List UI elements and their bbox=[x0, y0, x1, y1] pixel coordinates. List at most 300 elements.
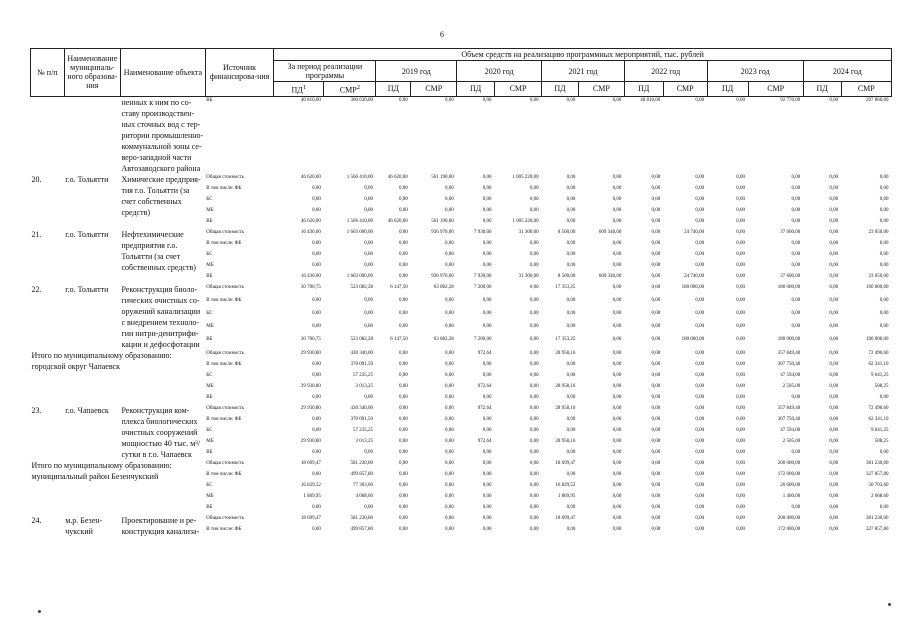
value-cell: 29 930,80 bbox=[300, 383, 321, 389]
table-body bbox=[31, 96, 892, 537]
value-cell: 307 750,40 bbox=[777, 416, 801, 422]
value-cell: 0,00 bbox=[829, 218, 839, 224]
value-cell: 0,00 bbox=[695, 460, 705, 466]
value-cell: 0,00 bbox=[651, 251, 661, 257]
value-cell: 0,00 bbox=[612, 337, 622, 343]
value-cell: 63 082,28 bbox=[433, 284, 454, 290]
value-cell: 0,00 bbox=[529, 207, 539, 213]
value-cell: 0,00 bbox=[529, 372, 539, 378]
value-cell: 0,00 bbox=[566, 262, 576, 268]
value-cell: 29 930,80 bbox=[300, 350, 321, 356]
value-cell: 0,00 bbox=[482, 493, 492, 499]
value-cell: 0,00 bbox=[482, 482, 492, 488]
source-cell: ВБ bbox=[206, 394, 213, 400]
value-cell: 77 303,60 bbox=[352, 482, 373, 488]
value-cell: 0,00 bbox=[879, 240, 889, 246]
value-cell: 0,00 bbox=[651, 185, 661, 191]
total-label: Итого по муниципальному образованию: городской округ Чапаевск bbox=[31, 350, 172, 371]
table-header bbox=[31, 49, 892, 97]
value-cell: 0,00 bbox=[529, 196, 539, 202]
value-cell: 0,00 bbox=[736, 449, 746, 455]
municipality-cell: г.о. Тольятти bbox=[65, 284, 109, 294]
value-cell: 0,00 bbox=[312, 196, 321, 202]
value-cell: 0,00 bbox=[829, 284, 839, 290]
source-cell: МБ bbox=[206, 383, 214, 389]
header-pd: ПД bbox=[542, 82, 579, 97]
value-cell: 430 340,00 bbox=[350, 350, 373, 356]
value-cell: 0,00 bbox=[651, 449, 661, 455]
value-cell: 0,00 bbox=[312, 416, 321, 422]
value-cell: 0,00 bbox=[312, 311, 321, 317]
value-cell: 0,00 bbox=[444, 297, 454, 303]
value-cell: 0,00 bbox=[444, 240, 454, 246]
value-cell: 0,00 bbox=[612, 482, 622, 488]
header-year-2022: 2022 год bbox=[624, 61, 707, 82]
value-cell: 0,00 bbox=[398, 449, 408, 455]
value-cell: 0,00 bbox=[736, 311, 746, 317]
value-cell: 0,00 bbox=[695, 438, 705, 444]
source-cell: В том числе: ФБ bbox=[206, 416, 242, 422]
value-cell: 0,00 bbox=[651, 350, 661, 356]
value-cell: 0,00 bbox=[444, 361, 454, 367]
value-cell: 936 970,00 bbox=[431, 273, 454, 279]
value-cell: 0,00 bbox=[398, 97, 408, 103]
value-cell: 0,00 bbox=[529, 297, 539, 303]
total-row bbox=[31, 460, 892, 471]
value-cell: 0,00 bbox=[791, 251, 801, 257]
value-cell: 0,00 bbox=[695, 251, 705, 257]
value-cell: 0,00 bbox=[566, 361, 576, 367]
value-cell: 0,00 bbox=[398, 324, 408, 330]
value-cell: 0,00 bbox=[312, 262, 321, 268]
value-cell: 0,00 bbox=[444, 262, 454, 268]
value-cell: 0,00 bbox=[612, 471, 622, 477]
row-number bbox=[31, 96, 65, 174]
value-cell: 0,00 bbox=[879, 449, 889, 455]
value-cell: 0,00 bbox=[566, 97, 576, 103]
value-cell: 72 490,60 bbox=[868, 350, 889, 356]
value-cell: 0,00 bbox=[529, 460, 539, 466]
value-cell: 0,00 bbox=[879, 174, 889, 180]
scan-speck bbox=[888, 603, 891, 606]
value-cell: 0,00 bbox=[398, 427, 408, 433]
value-cell: 0,00 bbox=[482, 515, 492, 521]
source-cell: В том числе: ФБ bbox=[206, 297, 242, 303]
value-cell: 0,00 bbox=[791, 324, 801, 330]
value-cell: 0,00 bbox=[736, 482, 746, 488]
value-cell: 0,00 bbox=[398, 493, 408, 499]
value-cell: 7 200,00 bbox=[474, 337, 492, 343]
value-cell: 0,00 bbox=[444, 460, 454, 466]
value-cell: 0,00 bbox=[364, 262, 373, 268]
value-cell: 0,00 bbox=[879, 185, 889, 191]
value-cell: 0,00 bbox=[312, 427, 321, 433]
source-cell: Общая стоимость bbox=[206, 515, 245, 521]
value-cell: 0,00 bbox=[695, 185, 705, 191]
value-cell: 0,00 bbox=[612, 449, 622, 455]
value-cell: 8 500,00 bbox=[557, 229, 576, 235]
value-cell: 40 810,00 bbox=[640, 97, 661, 103]
value-cell: 0,00 bbox=[398, 416, 408, 422]
value-cell: 6 147,50 bbox=[390, 337, 408, 343]
value-cell: 0,00 bbox=[651, 493, 661, 499]
value-cell: 0,00 bbox=[482, 504, 492, 510]
value-cell: 0,00 bbox=[736, 337, 746, 343]
value-cell: 0,00 bbox=[612, 311, 622, 317]
value-cell: 370 091,50 bbox=[350, 416, 373, 422]
value-cell: 381 230,00 bbox=[866, 460, 889, 466]
value-cell: 0,00 bbox=[695, 372, 705, 378]
value-cell: 0,00 bbox=[651, 337, 661, 343]
value-cell: 0,00 bbox=[612, 185, 622, 191]
value-cell: 0,00 bbox=[612, 383, 622, 389]
value-cell: 1 869,95 bbox=[557, 493, 576, 499]
value-cell: 0,00 bbox=[736, 471, 746, 477]
value-cell: 0,00 bbox=[482, 526, 492, 532]
value-cell: 0,00 bbox=[444, 526, 454, 532]
value-cell: 0,00 bbox=[829, 185, 839, 191]
value-cell: 180 000,00 bbox=[681, 337, 705, 343]
value-cell: 508,25 bbox=[874, 383, 889, 389]
value-cell: 357 849,40 bbox=[777, 405, 801, 411]
value-cell: 0,00 bbox=[651, 218, 661, 224]
value-cell: 9 641,25 bbox=[871, 427, 889, 433]
value-cell: 0,00 bbox=[829, 196, 839, 202]
value-cell: 200 000,00 bbox=[777, 515, 801, 521]
value-cell: 0,00 bbox=[398, 185, 408, 191]
value-cell: 0,00 bbox=[695, 526, 705, 532]
header-pd: ПД bbox=[803, 82, 841, 97]
value-cell: 6 147,50 bbox=[390, 284, 408, 290]
value-cell: 0,00 bbox=[879, 218, 889, 224]
value-cell: 0,00 bbox=[612, 240, 622, 246]
value-cell: 0,00 bbox=[651, 394, 661, 400]
value-cell: 0,00 bbox=[566, 218, 576, 224]
value-cell: 0,00 bbox=[651, 229, 661, 235]
value-cell: 18 699,47 bbox=[555, 515, 576, 521]
source-cell: БС bbox=[206, 196, 213, 202]
source-cell: БС bbox=[206, 311, 213, 317]
value-cell: 29 930,80 bbox=[300, 438, 321, 444]
row-number: 24. bbox=[31, 515, 42, 525]
value-cell: 0,00 bbox=[482, 196, 492, 202]
value-cell: 0,00 bbox=[364, 196, 373, 202]
value-cell: 0,00 bbox=[736, 394, 746, 400]
value-cell: 92 770,00 bbox=[780, 97, 801, 103]
total-row bbox=[31, 350, 892, 361]
value-cell: 0,00 bbox=[364, 297, 373, 303]
value-cell: 30 700,75 bbox=[300, 284, 321, 290]
value-cell: 0,00 bbox=[444, 372, 454, 378]
value-cell: 0,00 bbox=[651, 438, 661, 444]
value-cell: 0,00 bbox=[312, 361, 321, 367]
value-cell: 0,00 bbox=[695, 218, 705, 224]
value-cell: 18 699,47 bbox=[555, 460, 576, 466]
value-cell: 1 400,00 bbox=[782, 493, 801, 499]
value-cell: 0,00 bbox=[444, 427, 454, 433]
value-cell: 0,00 bbox=[829, 427, 839, 433]
value-cell: 0,00 bbox=[529, 350, 539, 356]
value-cell: 16 430,00 bbox=[300, 229, 321, 235]
value-cell: 0,00 bbox=[398, 372, 408, 378]
value-cell: 0,00 bbox=[312, 240, 321, 246]
value-cell: 0,00 bbox=[566, 251, 576, 257]
header-smr-period: СМР$^2$ bbox=[324, 82, 376, 97]
value-cell: 0,00 bbox=[791, 218, 801, 224]
value-cell: 0,00 bbox=[695, 297, 705, 303]
value-cell: 0,00 bbox=[529, 493, 539, 499]
value-cell: 31 300,00 bbox=[518, 229, 539, 235]
value-cell: 0,00 bbox=[398, 297, 408, 303]
source-cell: В том числе: ФБ bbox=[206, 185, 242, 191]
value-cell: 0,00 bbox=[566, 526, 576, 532]
value-cell: 46 620,00 bbox=[300, 218, 321, 224]
value-cell: 0,00 bbox=[736, 185, 746, 191]
value-cell: 0,00 bbox=[612, 350, 622, 356]
value-cell: 18 699,47 bbox=[300, 515, 321, 521]
object-cell: Реконструкция биоло-гических очистных со-оружений канализации с внедрением техноло-гии нитри-денитрифи-кации и дефосфотации bbox=[121, 284, 201, 349]
value-cell: 0,00 bbox=[736, 324, 746, 330]
value-cell: 0,00 bbox=[444, 207, 454, 213]
value-cell: 0,00 bbox=[651, 324, 661, 330]
value-cell: 0,00 bbox=[695, 405, 705, 411]
value-cell: 0,00 bbox=[829, 324, 839, 330]
value-cell: 0,00 bbox=[444, 471, 454, 477]
value-cell: 0,00 bbox=[444, 449, 454, 455]
header-pd: ПД bbox=[707, 82, 748, 97]
value-cell: 0,00 bbox=[566, 416, 576, 422]
municipality-cell: г.о. Чапаевск bbox=[65, 405, 109, 415]
value-cell: 0,00 bbox=[312, 185, 321, 191]
value-cell: 0,00 bbox=[312, 372, 321, 378]
value-cell: 30 700,75 bbox=[300, 337, 321, 343]
value-cell: 0,00 bbox=[612, 493, 622, 499]
value-cell: 0,00 bbox=[529, 284, 539, 290]
value-cell: 0,00 bbox=[791, 311, 801, 317]
value-cell: 16 829,52 bbox=[555, 482, 576, 488]
value-cell: 0,00 bbox=[529, 324, 539, 330]
value-cell: 0,00 bbox=[529, 482, 539, 488]
value-cell: 0,00 bbox=[529, 337, 539, 343]
value-cell: 0,00 bbox=[529, 449, 539, 455]
value-cell: 0,00 bbox=[398, 383, 408, 389]
value-cell: 40 810,00 bbox=[300, 97, 321, 103]
value-cell: 0,00 bbox=[829, 207, 839, 213]
value-cell: 0,00 bbox=[695, 504, 705, 510]
header-smr: СМР bbox=[748, 82, 803, 97]
value-cell: 0,00 bbox=[566, 504, 576, 510]
value-cell: 1 005 220,00 bbox=[512, 218, 539, 224]
source-cell: МБ bbox=[206, 262, 214, 268]
value-cell: 16 829,52 bbox=[300, 482, 321, 488]
value-cell: 0,00 bbox=[566, 471, 576, 477]
value-cell: 0,00 bbox=[529, 515, 539, 521]
value-cell: 581 230,00 bbox=[350, 515, 373, 521]
value-cell: 370 091,50 bbox=[350, 361, 373, 367]
value-cell: 46 620,00 bbox=[387, 218, 408, 224]
value-cell: 2 505,00 bbox=[782, 438, 801, 444]
header-volume: Объем средств на реализацию программных мероприятий, тыс. рублей bbox=[274, 49, 892, 61]
value-cell: 0,00 bbox=[736, 493, 746, 499]
value-cell: 0,00 bbox=[529, 185, 539, 191]
value-cell: 0,00 bbox=[444, 311, 454, 317]
value-cell: 0,00 bbox=[529, 240, 539, 246]
value-cell: 0,00 bbox=[695, 361, 705, 367]
value-cell: 0,00 bbox=[529, 97, 539, 103]
value-cell: 0,00 bbox=[364, 394, 373, 400]
header-pd: ПД bbox=[624, 82, 663, 97]
value-cell: 499 857,80 bbox=[350, 471, 373, 477]
value-cell: 0,00 bbox=[829, 229, 839, 235]
value-cell: 0,00 bbox=[482, 471, 492, 477]
value-cell: 0,00 bbox=[482, 427, 492, 433]
source-cell: ВБ bbox=[206, 273, 213, 279]
value-cell: 0,00 bbox=[398, 438, 408, 444]
header-municipality: Наименование муниципаль-ного образова-ния bbox=[64, 49, 120, 97]
value-cell: 180 000,00 bbox=[777, 284, 801, 290]
source-cell: Общая стоимость bbox=[206, 229, 245, 235]
value-cell: 0,00 bbox=[612, 207, 622, 213]
value-cell: 300 630,00 bbox=[350, 97, 373, 103]
value-cell: 0,00 bbox=[791, 297, 801, 303]
value-cell: 0,00 bbox=[829, 416, 839, 422]
value-cell: 0,00 bbox=[695, 174, 705, 180]
table-row bbox=[31, 229, 892, 240]
value-cell: 0,00 bbox=[651, 196, 661, 202]
value-cell: 0,00 bbox=[695, 262, 705, 268]
value-cell: 0,00 bbox=[829, 383, 839, 389]
value-cell: 46 620,00 bbox=[387, 174, 408, 180]
value-cell: 62 341,10 bbox=[868, 416, 889, 422]
source-cell: ВБ bbox=[206, 218, 213, 224]
value-cell: 0,00 bbox=[829, 240, 839, 246]
value-cell: 0,00 bbox=[566, 297, 576, 303]
value-cell: 0,00 bbox=[736, 416, 746, 422]
value-cell: 0,00 bbox=[364, 185, 373, 191]
value-cell: 0,00 bbox=[444, 196, 454, 202]
value-cell: 0,00 bbox=[312, 324, 321, 330]
value-cell: 0,00 bbox=[695, 493, 705, 499]
header-smr: СМР bbox=[663, 82, 707, 97]
value-cell: 0,00 bbox=[529, 394, 539, 400]
row-number: 21. bbox=[31, 229, 42, 239]
value-cell: 0,00 bbox=[651, 416, 661, 422]
value-cell: 0,00 bbox=[879, 196, 889, 202]
value-cell: 16 430,00 bbox=[300, 273, 321, 279]
value-cell: 0,00 bbox=[482, 324, 492, 330]
value-cell: 0,00 bbox=[791, 196, 801, 202]
source-cell: Общая стоимость bbox=[206, 174, 245, 180]
value-cell: 26 600,00 bbox=[780, 482, 801, 488]
value-cell: 0,00 bbox=[829, 372, 839, 378]
source-cell: Общая стоимость bbox=[206, 350, 245, 356]
value-cell: 0,00 bbox=[736, 218, 746, 224]
source-cell: ВБ bbox=[206, 504, 213, 510]
value-cell: 0,00 bbox=[736, 361, 746, 367]
value-cell: 0,00 bbox=[736, 240, 746, 246]
value-cell: 972,64 bbox=[477, 350, 492, 356]
value-cell: 0,00 bbox=[695, 427, 705, 433]
value-cell: 327 857,80 bbox=[866, 471, 889, 477]
value-cell: 0,00 bbox=[312, 449, 321, 455]
value-cell: 561 190,00 bbox=[431, 218, 454, 224]
table-row bbox=[31, 284, 892, 297]
value-cell: 0,00 bbox=[612, 297, 622, 303]
value-cell: 28 958,16 bbox=[555, 438, 576, 444]
header-pd-period: $ПД^1$ bbox=[274, 82, 324, 97]
value-cell: 200 000,00 bbox=[777, 460, 801, 466]
value-cell: 0,00 bbox=[736, 383, 746, 389]
value-cell: 0,00 bbox=[791, 504, 801, 510]
value-cell: 523 082,28 bbox=[350, 284, 373, 290]
value-cell: 0,00 bbox=[482, 394, 492, 400]
value-cell: 0,00 bbox=[879, 297, 889, 303]
value-cell: 23 050,00 bbox=[868, 273, 889, 279]
value-cell: 0,00 bbox=[695, 324, 705, 330]
value-cell: 0,00 bbox=[651, 262, 661, 268]
value-cell: 0,00 bbox=[398, 240, 408, 246]
value-cell: 0,00 bbox=[612, 361, 622, 367]
value-cell: 0,00 bbox=[695, 394, 705, 400]
object-cell: Реконструкция ком-плекса биологических очистных сооружений мощностью 40 тыс. м³/сутки в г.о. Чапаевск bbox=[121, 405, 200, 459]
value-cell: 100 000,00 bbox=[866, 284, 889, 290]
value-cell: 0,00 bbox=[651, 297, 661, 303]
value-cell: 0,00 bbox=[566, 174, 576, 180]
header-year-2023: 2023 год bbox=[707, 61, 803, 82]
value-cell: 0,00 bbox=[695, 449, 705, 455]
value-cell: 0,00 bbox=[529, 262, 539, 268]
value-cell: 0,00 bbox=[482, 460, 492, 466]
value-cell: 0,00 bbox=[482, 251, 492, 257]
value-cell: 0,00 bbox=[398, 460, 408, 466]
value-cell: 0,00 bbox=[482, 207, 492, 213]
value-cell: 0,00 bbox=[695, 383, 705, 389]
value-cell: 0,00 bbox=[566, 185, 576, 191]
value-cell: 0,00 bbox=[736, 504, 746, 510]
value-cell: 180 000,00 bbox=[681, 284, 705, 290]
value-cell: 0,00 bbox=[482, 262, 492, 268]
value-cell: 1 005 220,00 bbox=[512, 174, 539, 180]
value-cell: 0,00 bbox=[791, 262, 801, 268]
value-cell: 0,00 bbox=[529, 526, 539, 532]
value-cell: 7 930,00 bbox=[474, 229, 492, 235]
source-cell: ВБ bbox=[206, 97, 213, 103]
value-cell: 0,00 bbox=[398, 394, 408, 400]
value-cell: 0,00 bbox=[444, 350, 454, 356]
financing-table bbox=[30, 48, 892, 537]
header-period: За период реализации программы bbox=[274, 61, 376, 82]
value-cell: 0,00 bbox=[651, 471, 661, 477]
value-cell: 0,00 bbox=[444, 405, 454, 411]
value-cell: 0,00 bbox=[444, 416, 454, 422]
value-cell: 0,00 bbox=[651, 273, 661, 279]
value-cell: 0,00 bbox=[829, 515, 839, 521]
value-cell: 609 340,00 bbox=[598, 229, 622, 235]
value-cell: 0,00 bbox=[695, 311, 705, 317]
value-cell: 23 050,00 bbox=[868, 229, 889, 235]
value-cell: 0,00 bbox=[312, 207, 321, 213]
value-cell: 7 200,00 bbox=[474, 284, 492, 290]
value-cell: 0,00 bbox=[482, 449, 492, 455]
value-cell: 0,00 bbox=[829, 449, 839, 455]
value-cell: 0,00 bbox=[312, 394, 321, 400]
value-cell: 0,00 bbox=[879, 311, 889, 317]
source-cell: Общая стоимость bbox=[206, 284, 245, 290]
value-cell: 0,00 bbox=[612, 324, 622, 330]
value-cell: 0,00 bbox=[736, 97, 746, 103]
header-object: Наименование объекта bbox=[120, 49, 205, 97]
value-cell: 0,00 bbox=[364, 311, 373, 317]
